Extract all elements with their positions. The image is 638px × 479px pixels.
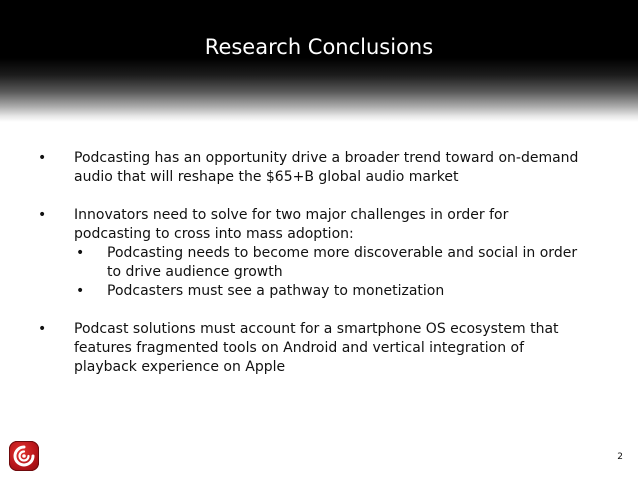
bullet-item (38, 206, 598, 301)
bullet-marker: • (38, 321, 47, 337)
bullet-line: playback experience on Apple (74, 359, 286, 375)
sub-bullet-item (74, 244, 598, 282)
bullet-list (38, 149, 598, 377)
sub-bullet-item (74, 282, 598, 301)
sub-bullet-marker: • (76, 245, 85, 261)
bullet-marker: • (38, 150, 47, 166)
bullet-line: podcasting to cross into mass adoption: (74, 226, 354, 242)
bullet-line: Podcasting has an opportunity drive a broader trend toward on-demand (74, 150, 579, 166)
sub-bullet-line: Podcasters must see a pathway to monetization (107, 283, 445, 299)
page-number: 2 (617, 452, 623, 462)
bullet-marker: • (38, 207, 47, 223)
bullet-item (38, 320, 598, 377)
bullet-item (38, 149, 598, 187)
sub-bullet-line: Podcasting needs to become more discoverable and social in order (107, 245, 578, 261)
sub-bullet-marker: • (76, 283, 85, 299)
sub-bullet-line: to drive audience growth (107, 264, 283, 280)
bullet-line: features fragmented tools on Android and vertical integration of (74, 340, 525, 356)
bullet-line: audio that will reshape the $65+B global audio market (74, 169, 459, 185)
podcast-app-icon (9, 441, 39, 471)
slide-title: Research Conclusions (204, 35, 434, 59)
bullet-line: Innovators need to solve for two major challenges in order for (74, 207, 509, 223)
title-banner (0, 0, 638, 122)
bullet-line: Podcast solutions must account for a smartphone OS ecosystem that (74, 321, 559, 337)
podcast-app-icon-glyph (9, 441, 39, 471)
